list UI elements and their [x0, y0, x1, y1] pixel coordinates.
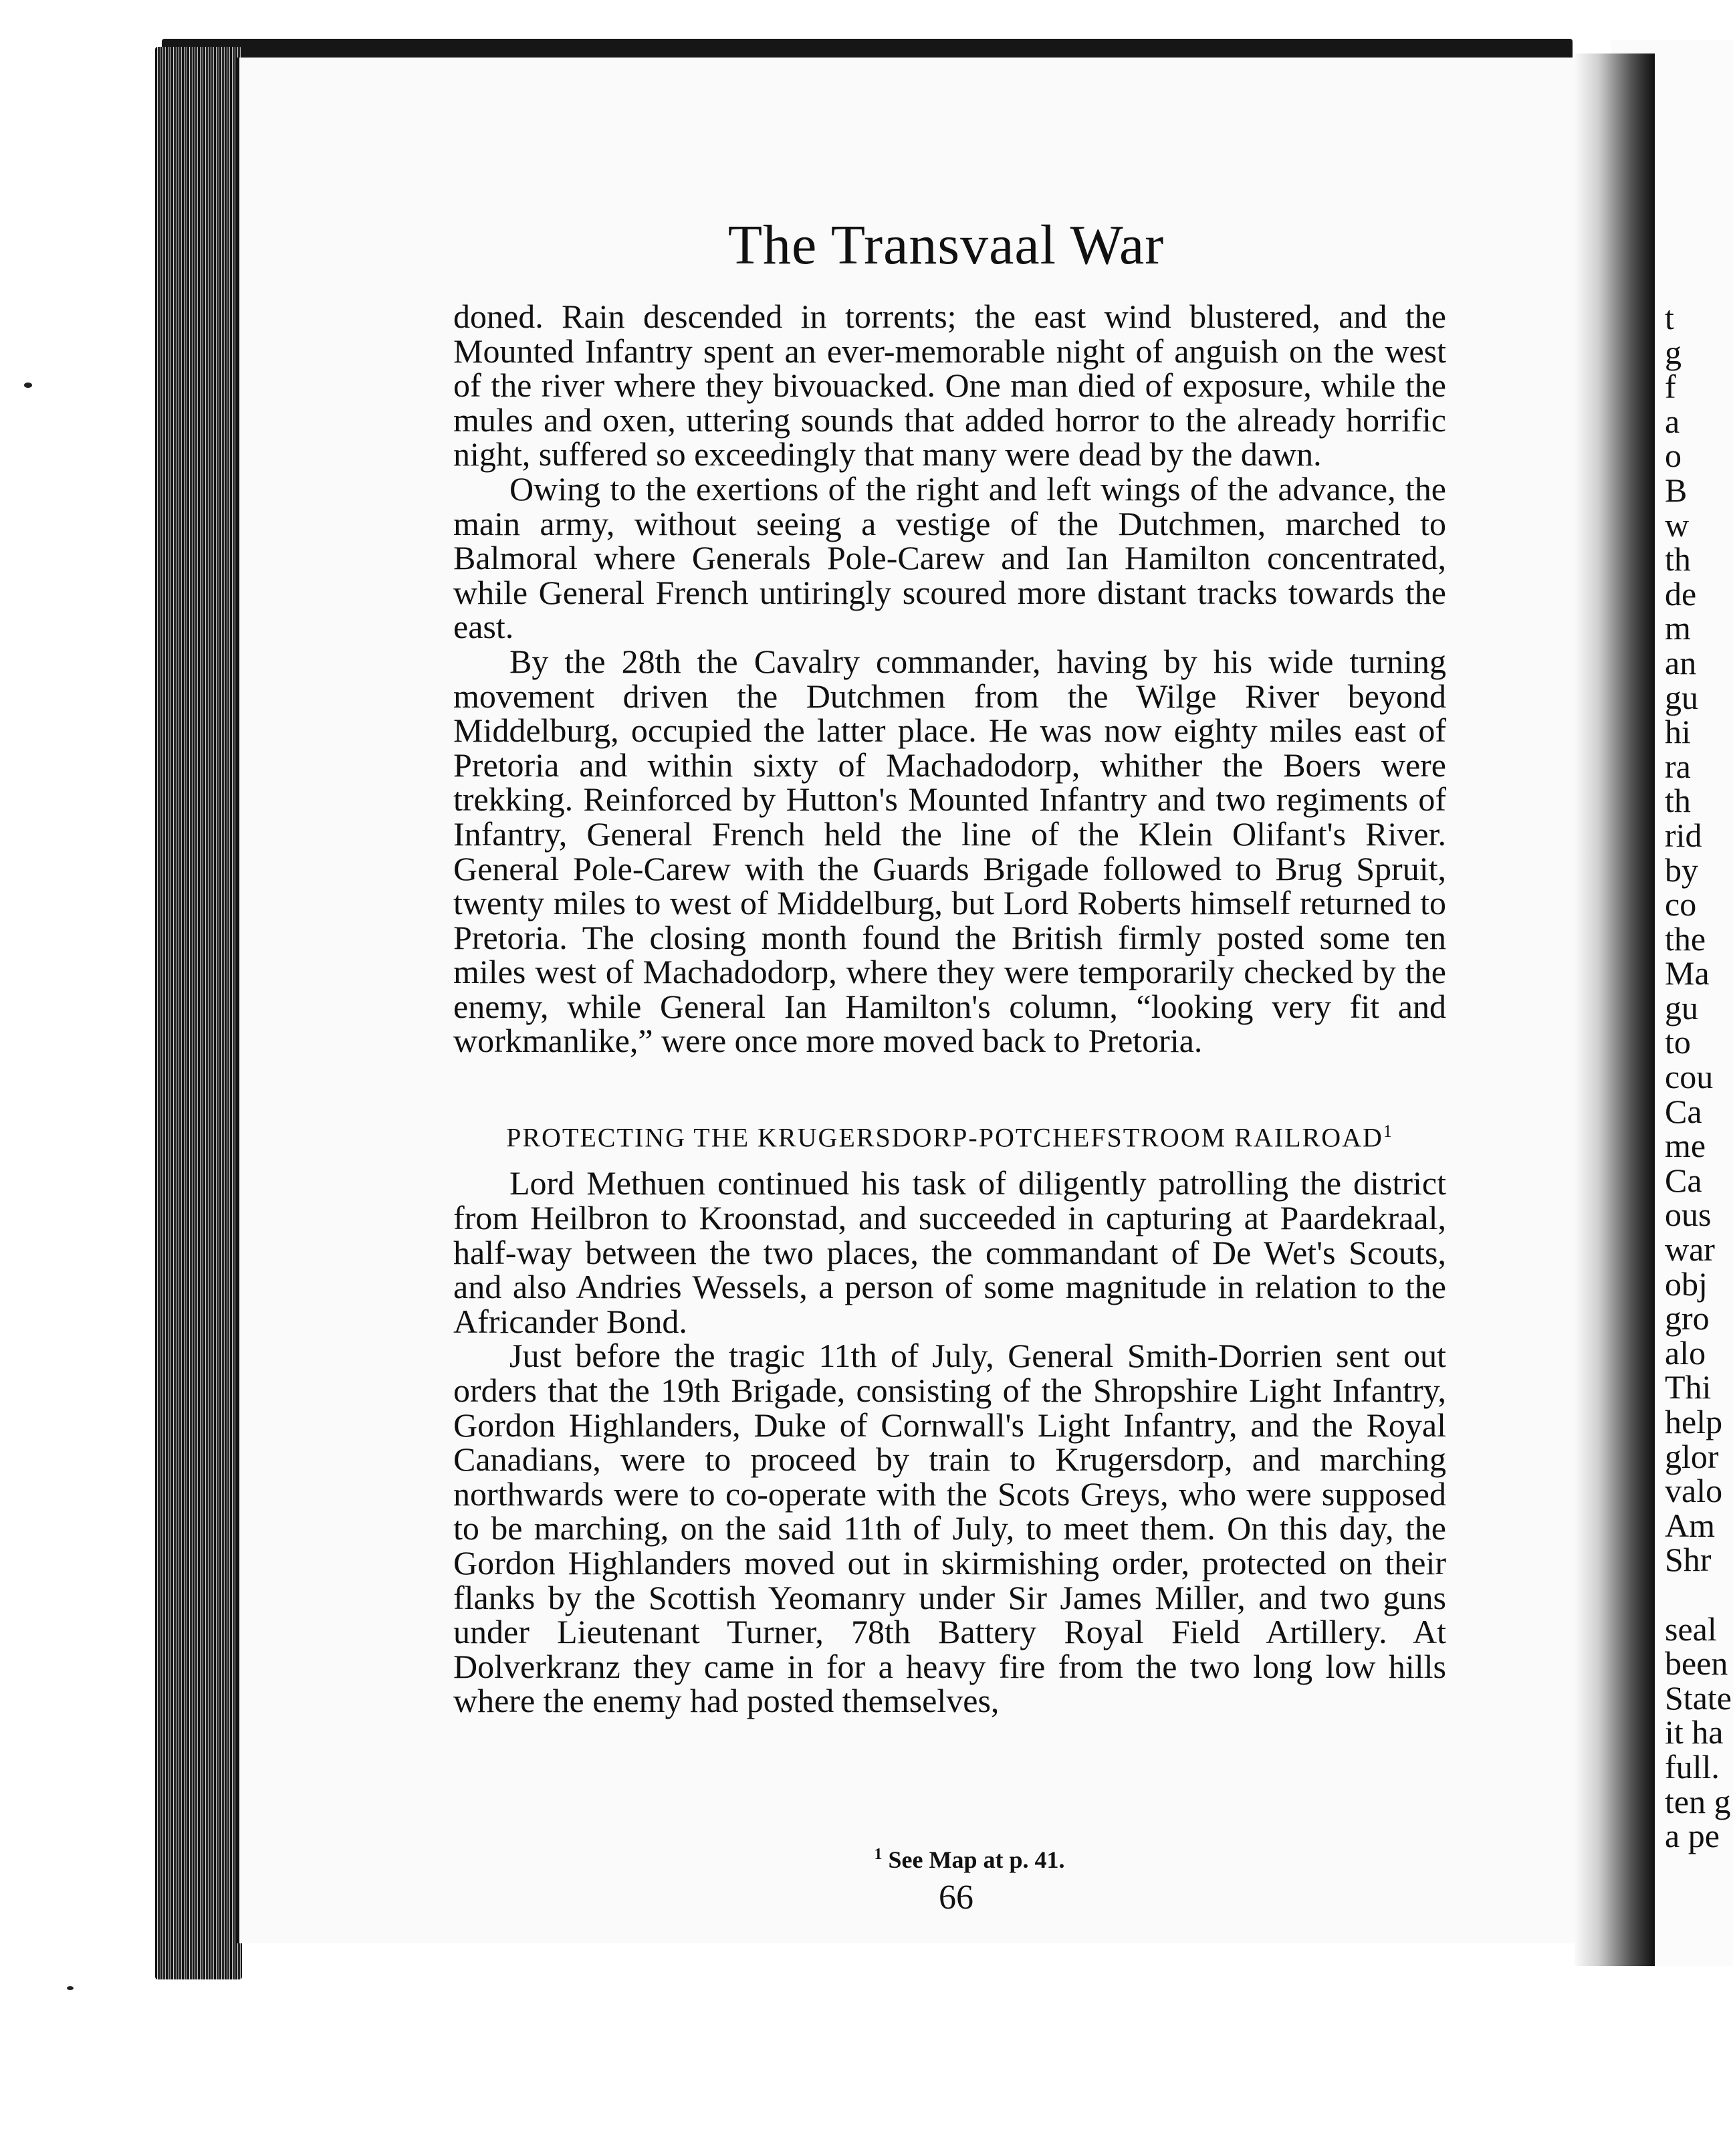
right-page-line-fragment: gro [1665, 1299, 1710, 1337]
right-page-line-fragment: a [1665, 402, 1680, 440]
right-page-line-fragment: Ca [1665, 1161, 1702, 1199]
footnote-marker: 1 [874, 1846, 883, 1863]
right-page-line-fragment: Ma [1665, 954, 1710, 992]
paragraph: doned. Rain descended in torrents; the east wind blustered, and the Mounted Infantry spent an ever-memorable night of anguish on the west of the river where they bivouacked. One man died of exposure, while the mules and oxen, uttering sounds that added horror to the already horrific night, suffered so exceedingly that many were dead by the dawn. [453, 298, 1446, 473]
right-page-line-fragment: g [1665, 333, 1682, 371]
paragraph: Owing to the exertions of the right and left wings of the advance, the main army, without seeing a vestige of the Dutchmen, marched to Balmoral where Generals Pole-Carew and Ian Hamilton concentrated, while General French untiringly scoured more distant tracks towards the east. [453, 469, 1446, 646]
right-page-line-fragment: th [1665, 540, 1691, 578]
right-page-line-fragment: a pe [1665, 1817, 1720, 1855]
page-number: 66 [939, 1878, 973, 1917]
right-page-line-fragment: t [1665, 299, 1674, 336]
right-page-line-fragment: to [1665, 1023, 1691, 1061]
right-page-line-fragment: ten g [1665, 1782, 1731, 1820]
right-page-line-fragment: full. [1665, 1747, 1720, 1786]
right-page-line-fragment: gu [1665, 678, 1698, 716]
section-heading-text: PROTECTING THE KRUGERSDORP-POTCHEFSTROOM RAILROAD [506, 1122, 1383, 1153]
right-page-line-fragment: by [1665, 851, 1698, 889]
right-page-line-fragment: the [1665, 920, 1706, 958]
right-page-line-fragment: Thi [1665, 1368, 1712, 1406]
right-page-line-fragment: me [1665, 1127, 1706, 1165]
right-page-line-fragment: valo [1665, 1472, 1723, 1510]
right-page-line-fragment: ra [1665, 747, 1691, 785]
right-page-line-fragment: co [1665, 885, 1697, 924]
paragraph: Just before the tragic 11th of July, General Smith-Dorrien sent out orders that the 19th Brigade, consisting of the Shropshire Light Infantry, Gordon Highlanders, Duke of Cornwall's Light Infantry, and the Royal Canadians, were to proceed by train to Krugersdorp, and marching northwards were to co-operate with the Scots Greys, who were supposed to be marching, on the said 11th of July, to meet them. On this day, the Gordon Highlanders moved out in skirmishing order, protected on their flanks by the Scottish Yeomanry under Sir James Miller, and two guns under Lieutenant Turner, 78th Battery Royal Field Artillery. At Dolverkranz they came in for a heavy fire from the two long low hills where the enemy had posted themselves, [453, 1337, 1446, 1720]
right-page-line-fragment: B [1665, 471, 1688, 509]
right-page-line-fragment: Am [1665, 1506, 1715, 1544]
right-page-line-fragment: been [1665, 1644, 1728, 1683]
right-page-line-fragment: glor [1665, 1437, 1719, 1475]
right-page-line-fragment: Ca [1665, 1092, 1702, 1130]
right-page-line-fragment: w [1665, 506, 1690, 544]
right-page-line-fragment [1665, 1578, 1733, 1612]
right-page-line-fragment: an [1665, 643, 1697, 681]
right-page-line-fragment: alo [1665, 1333, 1706, 1372]
paragraph: By the 28th the Cavalry commander, having by his wide turning movement driven the Dutchmen from the Wilge River beyond Middelburg, occupied the latter place. He was now eighty miles east of Pretoria and within sixty of Machadodorp, whither the Boers were trekking. Reinforced by Hutton's Mounted Infantry and two regiments of Infantry, General French held the line of the Klein Olifant's River. General Pole-Carew with the Guards Brigade followed to Brug Spruit, twenty miles to west of Middelburg, but Lord Roberts himself returned to Pretoria. The closing month found the British firmly posted some ten miles west of Machadodorp, where they were temporarily checked by the enemy, while General Ian Hamilton's column, “looking very fit and workmanlike,” were once more moved back to Pretoria. [453, 642, 1446, 1060]
page-edges [155, 47, 242, 1979]
running-head: The Transvaal War [727, 214, 1165, 276]
right-page-line-fragment: seal [1665, 1610, 1717, 1648]
right-page-line-fragment: gu [1665, 988, 1698, 1027]
right-page-line-fragment: hi [1665, 713, 1691, 751]
page-body [453, 300, 1446, 1719]
right-page-line-fragment: cou [1665, 1058, 1714, 1096]
paragraph: Lord Methuen continued his task of diligently patrolling the district from Heilbron to Kroonstad, and succeeded in capturing at Paardekraal, half-way between the two places, the commandant of De Wet's Scouts, and also Andries Wessels, a person of some magnitude in relation to the Africander Bond. [453, 1164, 1446, 1340]
right-page-text-fragments [1665, 301, 1733, 1854]
book-block-top-edge [162, 39, 1573, 59]
right-page-line-fragment: m [1665, 609, 1691, 647]
right-page-line-fragment: help [1665, 1403, 1723, 1440]
footnote-text: See Map at p. 41. [888, 1846, 1065, 1873]
footnote [802, 1846, 1137, 1874]
footnote-reference: 1 [1383, 1121, 1393, 1142]
right-page-line-fragment: th [1665, 782, 1691, 820]
right-page-line-fragment: o [1665, 437, 1682, 475]
right-page-line-fragment: Shr [1665, 1541, 1712, 1579]
right-page-line-fragment: war [1665, 1230, 1715, 1269]
right-page-line-fragment: obj [1665, 1265, 1708, 1303]
book-gutter [1575, 53, 1655, 1966]
section-heading [453, 1115, 1446, 1154]
right-page-line-fragment: State [1665, 1679, 1732, 1717]
right-page-line-fragment: f [1665, 368, 1676, 406]
right-page-line-fragment: de [1665, 574, 1697, 613]
scan-speck [67, 1986, 74, 1990]
right-page-line-fragment: rid [1665, 816, 1702, 854]
scan-speck [24, 383, 32, 388]
right-page-line-fragment: ous [1665, 1196, 1712, 1234]
right-page-line-fragment: it ha [1665, 1713, 1724, 1751]
